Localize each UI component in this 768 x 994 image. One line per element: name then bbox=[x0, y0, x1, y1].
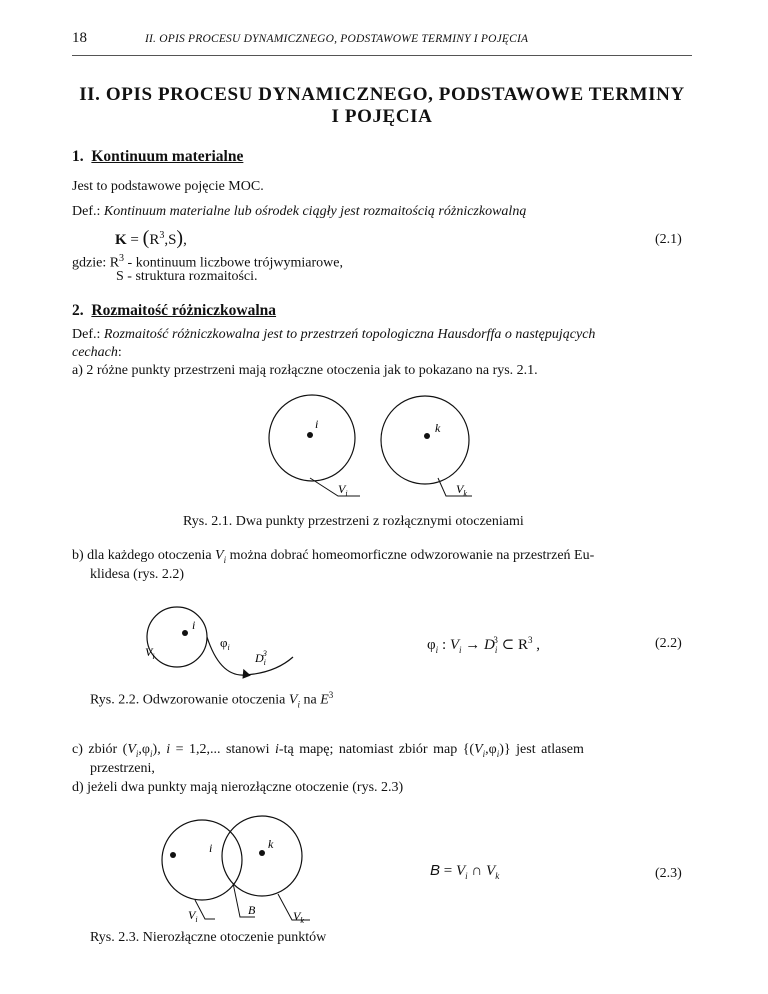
fig2-caption-v: V bbox=[288, 692, 298, 708]
item-c-i2: i bbox=[275, 742, 279, 757]
fig2-caption-mid: na bbox=[299, 692, 321, 708]
eq2-subset: ⊂ bbox=[501, 637, 515, 653]
neighborhood-vi-circle bbox=[269, 395, 355, 481]
item-b-prefix: b) dla każdego otoczenia bbox=[72, 548, 216, 563]
def2-label: Def.: bbox=[72, 327, 101, 342]
label-phi-i bbox=[220, 635, 230, 652]
fig2-caption-prefix: Rys. 2.2. Odwzorowanie otoczenia bbox=[90, 692, 289, 708]
item-c-prefix: c) zbiór bbox=[72, 742, 123, 757]
item-c-atlas-v-sub: i bbox=[482, 748, 486, 759]
label-d: D bbox=[255, 651, 264, 665]
label-d-sub: i bbox=[263, 658, 266, 667]
fig2-caption-e: E bbox=[320, 692, 329, 708]
item-c-line1: c) zbiór $(V_i,\varphi_i)$, i = 1,2,... stanowi i-tą mapę; natomiast zbiór map $\{(V_i,\varphi_i)\}$ jest atlasem bbox=[72, 742, 584, 759]
label-b: B bbox=[248, 903, 256, 917]
item-c-i: i bbox=[166, 742, 171, 757]
eq2-v: V bbox=[449, 637, 460, 653]
eq2-v-sub: i bbox=[459, 645, 462, 655]
label-vi-sub: i bbox=[345, 489, 348, 498]
label-vi-2-v: V bbox=[145, 645, 153, 659]
item-a: a) 2 różne punkty przestrzeni mają rozłączne otoczenia jak to pokazano na rys. 2.1. bbox=[72, 363, 538, 378]
point-i-2 bbox=[182, 630, 188, 636]
item-c-mid2: = 1,2,... stanowi bbox=[170, 742, 276, 757]
fig2-caption-v-sub: i bbox=[297, 699, 300, 710]
eq2-d: D bbox=[484, 637, 495, 653]
eq-r: R bbox=[149, 232, 160, 248]
item-c-mid3: -tą mapę; natomiast zbiór map bbox=[278, 742, 463, 757]
section-2-definition-line1 bbox=[72, 326, 595, 344]
label-vk-v: V bbox=[456, 482, 464, 496]
def2-text-1: Rozmaitość różniczkowalna jest to przestrzeń topologiczna Hausdorffa o następujących bbox=[103, 327, 596, 342]
label-k-3: k bbox=[268, 837, 274, 851]
figure-2-1 bbox=[260, 390, 500, 510]
label-di3 bbox=[254, 649, 267, 667]
paren-close: ) bbox=[176, 227, 184, 249]
eq2-phi: φ bbox=[427, 637, 436, 653]
section-1-number: 1. bbox=[72, 148, 84, 165]
def-label: Def.: bbox=[72, 204, 101, 219]
page-number: 18 bbox=[72, 30, 87, 46]
label-vk-3-v: V bbox=[293, 909, 301, 923]
leader-vi-3 bbox=[195, 900, 215, 919]
item-c-v: V bbox=[127, 742, 136, 757]
eq3-equals: = bbox=[443, 863, 453, 879]
eq3-vk: V bbox=[486, 863, 496, 879]
label-vi-2 bbox=[145, 645, 155, 661]
figure-2-3 bbox=[160, 808, 330, 926]
point-k-3 bbox=[259, 850, 265, 856]
where-label: gdzie: R bbox=[72, 255, 120, 271]
figure-2-3-caption: Rys. 2.3. Nierozłączne otoczenie punktów bbox=[90, 930, 327, 945]
label-k: k bbox=[435, 421, 441, 435]
section-2-title: Rozmaitość różniczkowalna bbox=[91, 302, 277, 319]
section-1-title: Kontinuum materialne bbox=[91, 148, 244, 165]
item-c-mid1: , bbox=[157, 742, 167, 757]
item-c-atlas-v: V bbox=[474, 742, 483, 757]
label-i: i bbox=[315, 417, 319, 431]
item-c-phi: φ bbox=[141, 742, 150, 757]
label-vk-3-sub: k bbox=[300, 916, 304, 925]
equation-2-2: $\varphi_i$ : $V_i \to D_i^3$ ⊂ $R^3$ , bbox=[427, 635, 540, 655]
eq3-cap: ∩ bbox=[471, 863, 483, 879]
eq-number-2-2: (2.2) bbox=[655, 636, 682, 651]
item-c-atlas-phi-sub: i bbox=[496, 748, 500, 759]
point-i bbox=[307, 432, 313, 438]
label-d-sup: 3 bbox=[262, 649, 267, 658]
item-d: d) jeżeli dwa punkty mają nierozłączne otoczenie (rys. 2.3) bbox=[72, 780, 404, 795]
fig2-caption-e-sup: 3 bbox=[328, 690, 334, 700]
item-c-line2: przestrzeni, bbox=[90, 761, 155, 776]
item-b-line2: klidesa (rys. 2.2) bbox=[90, 567, 185, 582]
eq2-arrow: → bbox=[465, 637, 481, 653]
item-b-suffix: można dobrać homeomorficzne odwzorowanie na przestrzeń Eu- bbox=[226, 548, 595, 563]
eq3-vi: V bbox=[455, 863, 466, 879]
mapping-arc-right bbox=[245, 657, 293, 675]
chapter-title bbox=[72, 84, 692, 128]
item-c-close: )} bbox=[499, 742, 511, 757]
eq3-b: B bbox=[430, 862, 441, 879]
item-b-v-sub: i bbox=[223, 554, 227, 565]
chapter-title-line2: I POJĘCIA bbox=[331, 106, 433, 127]
eq-equals: = bbox=[130, 232, 139, 248]
label-vi-3-sub: i bbox=[195, 915, 198, 924]
eq-k: K bbox=[115, 232, 127, 248]
section-2-definition-line2 bbox=[72, 344, 122, 362]
section-2-heading bbox=[72, 302, 276, 320]
item-c-atlas-phi: φ bbox=[488, 742, 497, 757]
eq3-vi-sub: i bbox=[465, 871, 468, 881]
label-vk-3 bbox=[293, 909, 304, 925]
eq3-vk-sub: k bbox=[495, 871, 500, 881]
eq2-phi-sub: i bbox=[435, 645, 439, 655]
eq2-d-sup: 3 bbox=[493, 635, 498, 645]
label-vi-3-v: V bbox=[188, 908, 196, 922]
eq-number-2-1: (2.1) bbox=[655, 232, 682, 247]
item-c-suffix: jest atlasem bbox=[510, 742, 584, 757]
def2-text-2: cechach bbox=[72, 345, 118, 360]
where-r3: - kontinuum liczbowe trójwymiarowe, bbox=[124, 255, 343, 271]
label-vk bbox=[456, 482, 467, 498]
label-vi-3 bbox=[188, 908, 198, 924]
section-1-definition bbox=[72, 203, 526, 221]
section-2-number: 2. bbox=[72, 302, 84, 319]
equation-2-3 bbox=[430, 862, 499, 885]
item-c-v-sub: i bbox=[135, 748, 139, 759]
eq-s: S bbox=[168, 232, 177, 248]
figure-2-2-caption bbox=[90, 690, 333, 709]
neighborhood-vi-circle-2 bbox=[147, 607, 207, 667]
label-phi: φ bbox=[220, 635, 228, 650]
label-vi-v: V bbox=[338, 482, 346, 496]
running-title: II. OPIS PROCESU DYNAMICZNEGO, PODSTAWOWE TERMINY I POJĘCIA bbox=[145, 33, 529, 45]
neighborhood-vk-circle bbox=[381, 396, 469, 484]
item-b-v: V bbox=[215, 548, 224, 563]
chapter-title-line1: II. OPIS PROCESU DYNAMICZNEGO, PODSTAWOWE TERMINY bbox=[79, 84, 685, 105]
equation-2-1: $K = (R^3,S)$, bbox=[115, 227, 187, 249]
def-text: Kontinuum materialne lub ośrodek ciągły jest rozmaitością różniczkowalną bbox=[103, 204, 527, 219]
eq-r-sup: 3 bbox=[159, 230, 165, 241]
label-vk-sub: k bbox=[463, 489, 467, 498]
point-i-3 bbox=[170, 852, 176, 858]
label-phi-sub: i bbox=[227, 643, 230, 652]
point-k bbox=[424, 433, 430, 439]
eq2-d-sub: i bbox=[494, 645, 498, 655]
where-line-2: S - struktura rozmaitości. bbox=[116, 269, 258, 284]
item-c-phi-sub: i bbox=[150, 748, 153, 759]
eq2-r-sup: 3 bbox=[528, 635, 533, 645]
label-vi-2-sub: i bbox=[152, 652, 155, 661]
paren-open: ( bbox=[142, 227, 150, 249]
def2-colon: : bbox=[117, 345, 122, 360]
eq-number-2-3: (2.3) bbox=[655, 866, 682, 881]
label-i-3: i bbox=[209, 841, 213, 855]
where-sup: 3 bbox=[119, 253, 125, 264]
header-rule bbox=[72, 55, 692, 56]
item-c-open: {( bbox=[462, 742, 475, 757]
figure-2-1-caption: Rys. 2.1. Dwa punkty przestrzeni z rozłącznymi otoczeniami bbox=[183, 514, 524, 529]
label-vi bbox=[338, 482, 348, 498]
label-i-2: i bbox=[192, 618, 196, 632]
section-1-intro: Jest to podstawowe pojęcie MOC. bbox=[72, 179, 264, 194]
figure-2-2 bbox=[135, 605, 335, 685]
eq2-r: R bbox=[517, 637, 528, 653]
section-1-heading bbox=[72, 148, 243, 166]
